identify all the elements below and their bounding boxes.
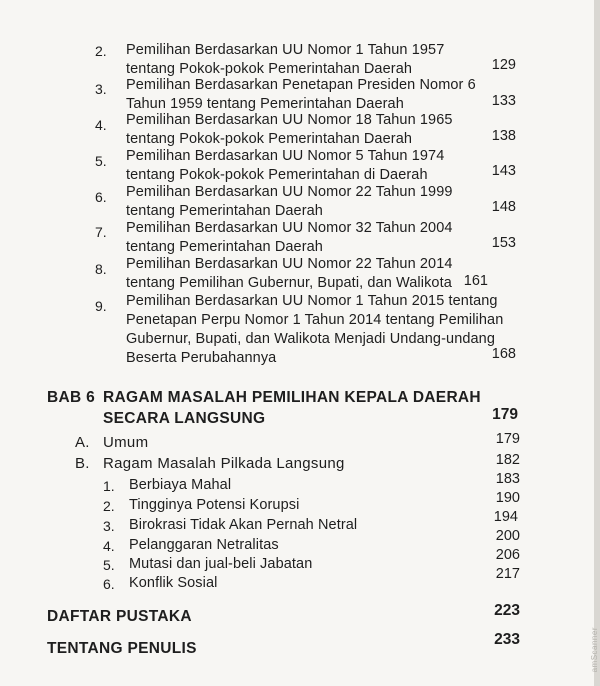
back-matter-page: 223 — [494, 602, 520, 619]
chapter-label: BAB 6 — [47, 389, 96, 406]
entry-line: Pemilihan Berdasarkan Penetapan Presiden Nomor 6 — [126, 77, 476, 93]
subitem-page: 217 — [495, 566, 520, 582]
entry-number: 7. — [95, 224, 107, 240]
section-page: 179 — [495, 431, 520, 447]
subitem-number: 2. — [103, 498, 115, 514]
entry-page: 143 — [491, 163, 516, 179]
entry-page: 168 — [491, 346, 516, 362]
section-letter: A. — [75, 434, 90, 451]
section-title: Umum — [103, 434, 149, 451]
entry-page: 148 — [491, 199, 516, 215]
entry-page: 161 — [463, 273, 488, 289]
entry-line: Penetapan Perpu Nomor 1 Tahun 2014 tentang Pemilihan — [126, 312, 504, 328]
entry-line: Pemilihan Berdasarkan UU Nomor 5 Tahun 1974 — [126, 148, 445, 164]
section-letter: B. — [75, 455, 90, 472]
entry-line: tentang Pemilihan Gubernur, Bupati, dan Walikota — [126, 275, 452, 291]
back-matter-title: DAFTAR PUSTAKA — [47, 608, 192, 625]
entry-line: tentang Pemerintahan Daerah — [126, 239, 323, 255]
entry-number: 2. — [95, 43, 107, 59]
back-matter-page: 233 — [494, 631, 520, 648]
subitem-title: Pelanggaran Netralitas — [129, 537, 279, 553]
subitem-number: 5. — [103, 557, 115, 573]
subitem-number: 1. — [103, 478, 115, 494]
entry-page: 138 — [491, 128, 516, 144]
chapter-page: 179 — [492, 406, 518, 423]
entry-line: Pemilihan Berdasarkan UU Nomor 1 Tahun 1957 — [126, 42, 445, 58]
subitem-number: 3. — [103, 518, 115, 534]
subitem-number: 4. — [103, 538, 115, 554]
subitem-page: 190 — [495, 490, 520, 506]
subitem-title: Mutasi dan jual-beli Jabatan — [129, 556, 313, 572]
entry-line: Pemilihan Berdasarkan UU Nomor 22 Tahun 2014 — [126, 256, 453, 272]
entry-number: 5. — [95, 153, 107, 169]
entry-line: tentang Pokok-pokok Pemerintahan Daerah — [126, 61, 413, 77]
subitem-title: Birokrasi Tidak Akan Pernah Netral — [129, 517, 358, 533]
subitem-number: 6. — [103, 576, 115, 592]
entry-line: Pemilihan Berdasarkan UU Nomor 22 Tahun 1999 — [126, 184, 453, 200]
section-title: Ragam Masalah Pilkada Langsung — [103, 455, 345, 472]
subitem-page: 194 — [493, 509, 518, 525]
page-edge-shadow — [594, 0, 600, 686]
entry-page: 133 — [491, 93, 516, 109]
entry-number: 8. — [95, 261, 107, 277]
entry-line: Gubernur, Bupati, dan Walikota Menjadi Undang-undang — [126, 331, 496, 347]
entry-line: Pemilihan Berdasarkan UU Nomor 18 Tahun 1965 — [126, 112, 453, 128]
subitem-title: Berbiaya Mahal — [129, 477, 232, 493]
entry-line: tentang Pokok-pokok Pemerintahan Daerah — [126, 131, 413, 147]
entry-number: 3. — [95, 81, 107, 97]
entry-line: Beserta Perubahannya — [126, 350, 277, 366]
scanner-watermark: amScanner — [590, 626, 599, 672]
subitem-title: Konflik Sosial — [129, 575, 218, 591]
entry-line: tentang Pokok-pokok Pemerintahan di Daerah — [126, 167, 428, 183]
entry-line: Pemilihan Berdasarkan UU Nomor 1 Tahun 2015 tentang — [126, 293, 498, 309]
entry-line: tentang Pemerintahan Daerah — [126, 203, 323, 219]
entry-line: Tahun 1959 tentang Pemerintahan Daerah — [126, 96, 404, 112]
back-matter-title: TENTANG PENULIS — [47, 640, 197, 657]
entry-page: 153 — [491, 235, 516, 251]
entry-line: Pemilihan Berdasarkan UU Nomor 32 Tahun 2004 — [126, 220, 453, 236]
section-page: 182 — [495, 452, 520, 468]
subitem-title: Tingginya Potensi Korupsi — [129, 497, 300, 513]
subitem-page: 183 — [495, 471, 520, 487]
entry-number: 9. — [95, 298, 107, 314]
subitem-page: 206 — [495, 547, 520, 563]
subitem-page: 200 — [495, 528, 520, 544]
chapter-title: RAGAM MASALAH PEMILIHAN KEPALA DAERAH — [103, 389, 481, 406]
chapter-title: SECARA LANGSUNG — [103, 410, 266, 427]
entry-number: 6. — [95, 189, 107, 205]
entry-number: 4. — [95, 117, 107, 133]
entry-page: 129 — [491, 57, 516, 73]
